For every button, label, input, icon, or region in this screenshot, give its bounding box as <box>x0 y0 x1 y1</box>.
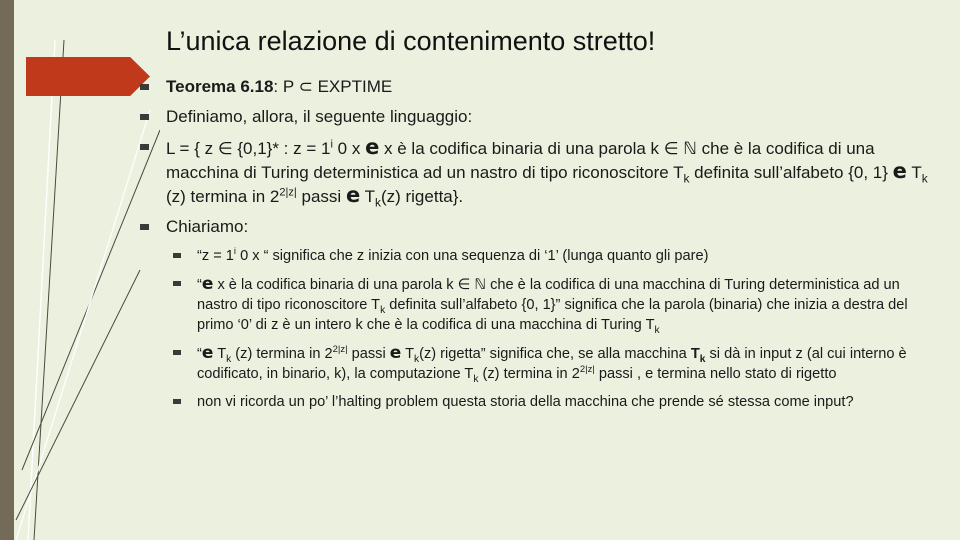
bullet-language-definition <box>140 136 940 208</box>
sub-bullet-halting <box>173 392 940 412</box>
accent-arrow-shape <box>26 57 150 96</box>
text-segment: “ <box>197 277 202 293</box>
text-segment: T <box>906 163 922 182</box>
text-segment: (z) termina in 2 <box>166 187 280 206</box>
subscript: k <box>375 195 381 210</box>
text-segment: x è la codifica binaria di una parola k ∈ ℕ che è la codifica di una macchina di Turing deterministica ad un nastro di tipo riconoscitore T <box>197 277 900 313</box>
text-segment: (z) rigetta” significa che, se alla macchina <box>419 346 691 362</box>
text-segment: “z = 1 <box>197 248 234 264</box>
bullet-text: Definiamo, allora, il seguente linguaggio: <box>166 107 473 126</box>
sub-bullet-termination <box>173 343 940 384</box>
and-symbol: e <box>345 183 361 207</box>
subscript: k <box>473 373 479 385</box>
and-symbol: e <box>389 343 402 363</box>
superscript: 2|z| <box>279 186 297 199</box>
square-bullet-icon <box>140 84 149 90</box>
bullet-theorem <box>140 76 940 98</box>
square-bullet-icon <box>173 350 181 355</box>
theorem-statement: : P ⊂ EXPTIME <box>273 77 393 96</box>
square-bullet-icon <box>173 253 181 258</box>
text-segment: T <box>213 346 227 362</box>
text-segment: T <box>401 346 414 362</box>
text-segment: 0 x “ significa che z inizia con una sequenza di ‘1’ (lunga quanto gli pare) <box>236 248 709 264</box>
subscript: k <box>683 171 690 186</box>
bullet-text: Chiariamo: <box>166 217 249 236</box>
superscript: i <box>233 246 237 258</box>
superscript: i <box>330 138 333 151</box>
text-segment: passi <box>347 346 390 362</box>
text-segment: (z) termina in 2 <box>478 366 580 382</box>
subscript: k <box>699 353 706 365</box>
sub-bullet-prefix <box>173 246 940 266</box>
text-segment: si dà in input z (al cui interno è codificato, in binario, k), la computazione T <box>197 346 907 382</box>
square-bullet-icon <box>140 224 149 230</box>
sub-bullet-encoding <box>173 274 940 335</box>
text-segment: x è la codifica binaria di una parola k ∈ ℕ che è la codifica di una macchina di Turing deterministica ad un nastro di tipo riconoscitore T <box>166 139 875 182</box>
square-bullet-icon <box>173 399 181 404</box>
subscript: k <box>414 353 420 365</box>
text-segment: 0 x <box>332 139 366 158</box>
text-segment: “ <box>197 346 202 362</box>
subscript: k <box>921 171 928 186</box>
text-segment: definita sull’alfabeto {0, 1} <box>689 163 893 182</box>
subscript: k <box>226 353 232 365</box>
text-segment: passi , e termina nello stato di rigetto <box>594 366 837 382</box>
square-bullet-icon <box>173 281 181 286</box>
bullet-clarify <box>140 216 940 238</box>
square-bullet-icon <box>140 114 149 120</box>
bold-machine-symbol: T <box>690 346 700 362</box>
text-segment: (z) termina in 2 <box>231 346 333 362</box>
superscript: 2|z| <box>579 364 595 376</box>
text-segment: definita sull’alfabeto {0, 1}” significa che la parola (binaria) che inizia a destra del primo ‘0’ di z è un intero k che è la codifica di una macchina di Turing T <box>197 297 908 333</box>
text-segment: L = { z ∈ {0,1}* : z = 1 <box>166 139 331 158</box>
square-bullet-icon <box>140 144 149 150</box>
slide-title: L’unica relazione di contenimento stretto! <box>166 26 656 56</box>
text-segment: passi <box>296 187 346 206</box>
and-symbol: e <box>365 135 380 159</box>
and-symbol: e <box>892 159 907 183</box>
text-segment: T <box>360 187 375 206</box>
superscript: 2|z| <box>332 344 348 356</box>
bullet-text: non vi ricorda un po’ l’halting problem questa storia della macchina che prende sé stessa come input? <box>197 394 854 410</box>
subscript: k <box>654 324 660 336</box>
text-segment: (z) rigetta}. <box>380 187 464 206</box>
theorem-label: Teorema 6.18 <box>166 77 274 96</box>
slide-content <box>140 76 940 420</box>
subscript: k <box>380 304 386 316</box>
bullet-define-language <box>140 106 940 128</box>
and-symbol: e <box>201 274 214 294</box>
and-symbol: e <box>201 343 214 363</box>
